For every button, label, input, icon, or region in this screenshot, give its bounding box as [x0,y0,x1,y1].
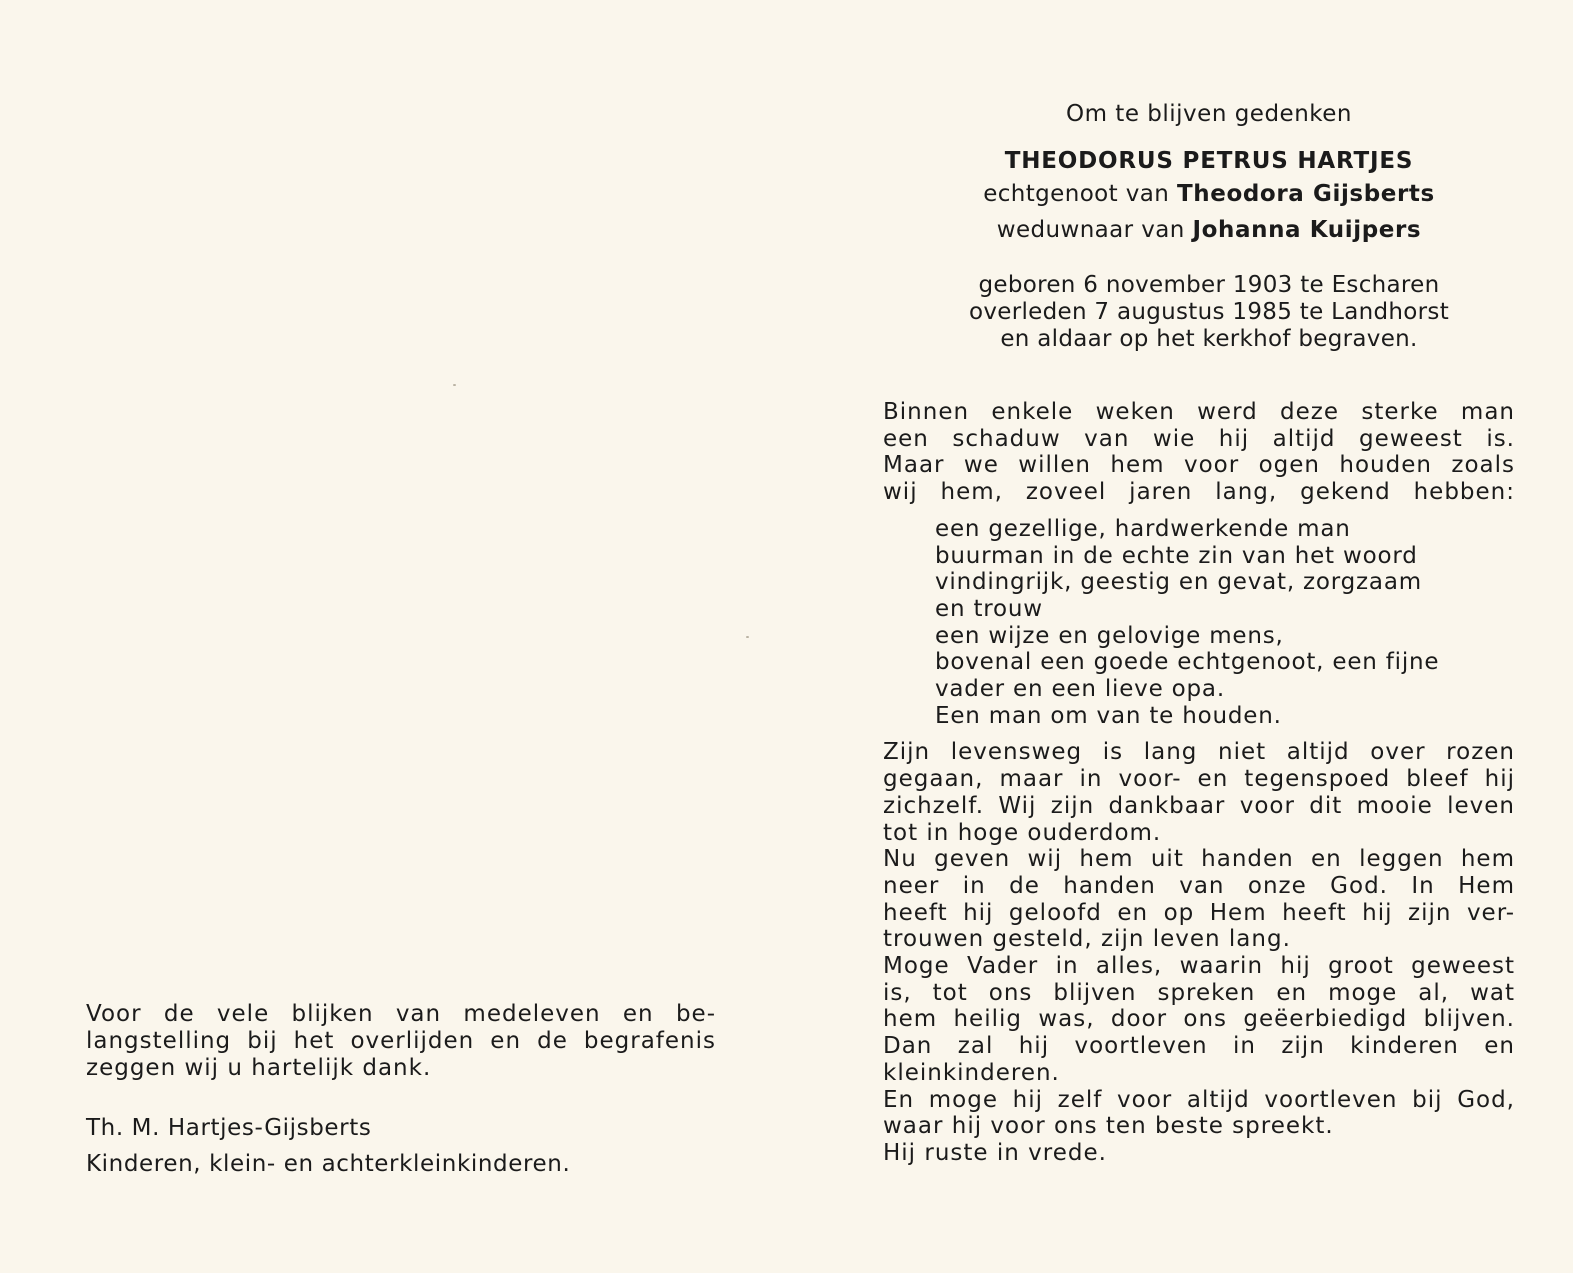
burial-line: en aldaar op het kerkhof begraven. [1000,326,1418,352]
list-item: bovenal een goede echtgenoot, een fijne [935,649,1440,676]
deceased-name: THEODORUS PETRUS HARTJES [1004,148,1414,174]
list-item: vindingrijk, geestig en gevat, zorgzaam [935,569,1422,596]
thanks-paragraph [86,1001,716,1082]
list-item: een wijze en gelovige mens, [935,622,1284,649]
left-panel [86,1001,716,1182]
spouse-name: Theodora Gijsberts [1176,181,1435,207]
text-line: langstelling bij het overlijden en de begrafenis [86,1028,716,1054]
list-item: een gezellige, hardwerkende man [935,515,1351,542]
text-line: Zijn levensweg is lang niet altijd over rozen [883,739,1515,766]
text-line: heeft hij geloofd en op Hem heeft hij zijn ver- [883,899,1515,926]
header-block [883,96,1515,353]
paper-speck [746,636,749,638]
text-line: neer in de handen van onze God. In Hem [883,872,1515,899]
text-line: Maar we willen hem voor ogen houden zoals [883,452,1515,479]
signature-block [86,1110,716,1182]
list-item: en trouw [935,595,1043,622]
list-item: vader en een lieve opa. [935,676,1225,703]
paragraph-life [883,739,1515,1166]
text-line: Moge Vader in alles, waarin hij groot geweest [883,953,1515,980]
text-line: hem heilig was, door ons geëerbiedigd blijven. [883,1006,1515,1033]
paper-speck [453,384,456,386]
text-line: gegaan, maar in voor- en tegenspoed bleef hij [883,766,1515,793]
text-line: Nu geven wij hem uit handen en leggen hem [883,846,1515,873]
text-line: zeggen wij u hartelijk dank. [86,1055,432,1081]
spouse-line [903,176,1515,212]
text-line: En moge hij zelf voor altijd voortleven bij God, [883,1086,1515,1113]
text-line: waar hij voor ons ten beste spreekt. [883,1113,1334,1140]
list-item: buurman in de echte zin van het woord [935,542,1418,569]
qualities-list [935,516,1515,730]
text-line: trouwen gesteld, zijn leven lang. [883,926,1291,953]
dates-block [903,272,1515,353]
text-line: Voor de vele blijken van medeleven en be- [86,1001,716,1027]
widower-line [903,212,1515,248]
spouse-prefix: echtgenoot van [983,181,1170,207]
list-item: Een man om van te houden. [935,702,1282,729]
text-line: wij hem, zoveel jaren lang, gekend hebben: [883,479,1515,506]
text-line: is, tot ons blijven spreken en moge al, wat [883,979,1515,1006]
text-line: kleinkinderen. [883,1059,1060,1086]
paragraph-intro [883,399,1515,506]
signature-name: Th. M. Hartjes-Gijsberts [86,1115,372,1141]
intro-line: Om te blijven gedenken [1065,101,1353,127]
text-line: tot in hoge ouderdom. [883,819,1162,846]
widower-prefix: weduwnaar van [996,217,1185,243]
birth-line: geboren 6 november 1903 te Escharen [978,272,1440,298]
text-line: zichzelf. Wij zijn dankbaar voor dit mooie leven [883,792,1515,819]
widower-name: Johanna Kuijpers [1192,217,1422,243]
right-panel [883,96,1515,1167]
text-line: Binnen enkele weken werd deze sterke man [883,399,1515,425]
death-line: overleden 7 augustus 1985 te Landhorst [968,299,1450,325]
signature-family: Kinderen, klein- en achterkleinkinderen. [86,1151,571,1177]
text-line: een schaduw van wie hij altijd geweest is. [883,425,1515,452]
text-line: Dan zal hij voortleven in zijn kinderen en [883,1033,1515,1060]
text-line: Hij ruste in vrede. [883,1139,1107,1166]
